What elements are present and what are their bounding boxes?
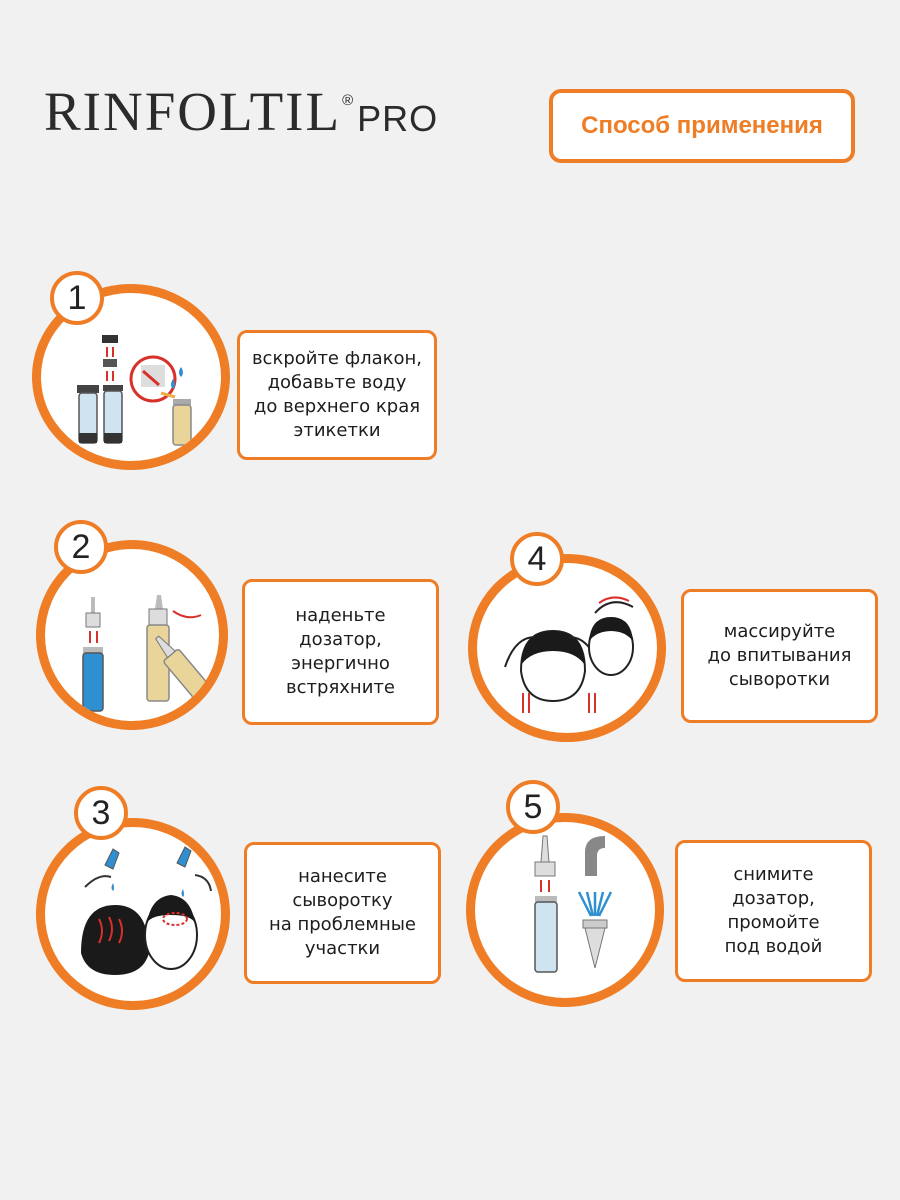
instruction-line: добавьте воду	[267, 372, 407, 393]
step-number	[510, 532, 564, 586]
step-number-text: 4	[527, 539, 547, 578]
hands-icon	[477, 563, 657, 733]
instruction-line: снимите	[733, 864, 814, 885]
brand-registered-mark: ®	[342, 92, 354, 109]
method-title-box	[549, 89, 855, 163]
step-number-text: 3	[91, 793, 111, 832]
instruction-line: участки	[304, 938, 381, 959]
instruction-line: промойте	[727, 912, 820, 933]
instruction-line: под водой	[724, 936, 823, 957]
step-instruction-card	[242, 579, 439, 725]
step-number-text: 1	[67, 278, 87, 317]
instruction-line: до впитывания	[707, 645, 852, 666]
water-tap-icon	[475, 822, 655, 998]
step-3-illustration	[36, 818, 230, 1010]
step-number	[54, 520, 108, 574]
step-number-text: 2	[71, 527, 91, 566]
instruction-line: нанесите	[298, 866, 387, 887]
step-number	[74, 786, 128, 840]
head-icon	[45, 827, 221, 1001]
instruction-line: до верхнего края	[253, 396, 421, 417]
step-instruction-card	[237, 330, 437, 460]
brand-name: RINFOLTIL	[44, 81, 342, 142]
step-number	[506, 780, 560, 834]
dropper-icon	[45, 549, 219, 721]
step-number	[50, 271, 104, 325]
method-title: Способ применения	[581, 112, 823, 139]
instruction-line: сыворотку	[292, 890, 393, 911]
step-4-illustration	[468, 554, 666, 742]
step-instruction-card	[681, 589, 878, 723]
step-instruction-card	[244, 842, 441, 984]
step-number-text: 5	[523, 787, 543, 826]
instruction-line: вскройте флакон,	[251, 348, 423, 369]
brand-suffix: PRO	[357, 98, 439, 139]
instruction-line: дозатор,	[299, 629, 382, 650]
instruction-line: наденьте	[295, 605, 386, 626]
instruction-line: массируйте	[723, 621, 836, 642]
step-instruction-card	[675, 840, 872, 982]
instruction-line: дозатор,	[732, 888, 815, 909]
instruction-line: встряхните	[286, 677, 395, 698]
instruction-line: этикетки	[293, 420, 381, 441]
step-5-illustration	[466, 813, 664, 1007]
instruction-line: энергично	[291, 653, 390, 674]
instruction-line: на проблемные	[268, 914, 417, 935]
instruction-line: сыворотки	[728, 669, 831, 690]
brand-logo	[44, 82, 438, 142]
